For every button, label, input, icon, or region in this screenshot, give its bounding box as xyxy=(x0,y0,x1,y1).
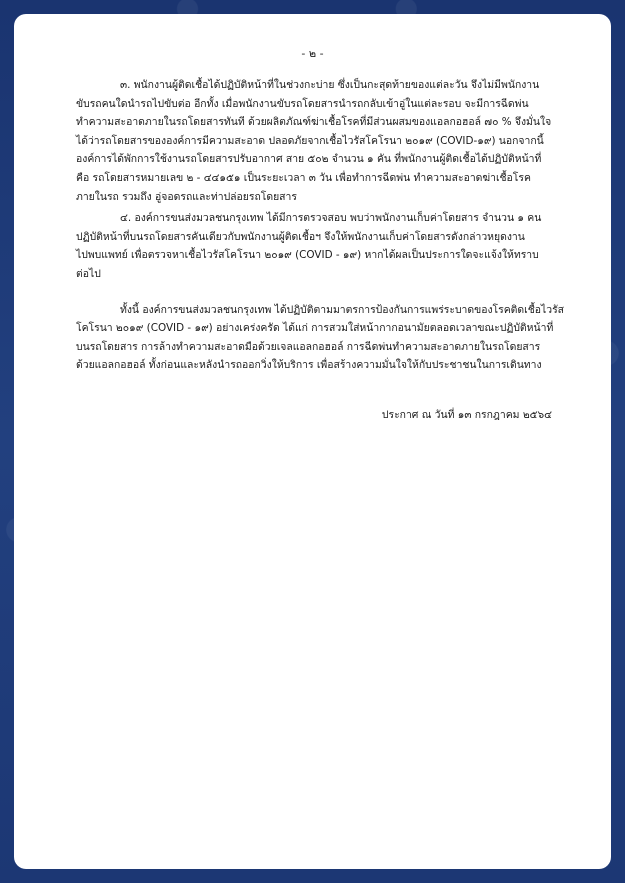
paragraph-line: บนรถโดยสาร การล้างทำความสะอาดมือด้วยเจลแอลกอฮอล์ การฉีดพ่นทำความสะอาดภายในรถโดยสาร xyxy=(76,340,541,353)
paragraph-line: ด้วยแอลกอฮอล์ ทั้งก่อนและหลังนำรถออกวิ่งให้บริการ เพื่อสร้างความมั่นใจให้กับประชาชนในการเดินทาง xyxy=(76,359,542,372)
paragraph-3 xyxy=(76,76,558,206)
paragraph-line: ต่อไป xyxy=(76,267,101,280)
paragraph-line: ได้ว่ารถโดยสารขององค์การมีความสะอาด ปลอดภัยจากเชื้อไวรัสโคโรนา ๒๐๑๙ (COVID-๑๙) นอกจากนี้ xyxy=(76,134,544,147)
paragraph-line: ภายในรถ รวมถึง อู่จอดรถและท่าปล่อยรถโดยสาร xyxy=(76,190,297,203)
paragraph-line: ปฏิบัติหน้าที่บนรถโดยสารคันเดียวกับพนักงานผู้ติดเชื้อฯ จึงให้พนักงานเก็บค่าโดยสารดังกล่าวหยุดงาน xyxy=(76,230,525,243)
paragraph-spacer xyxy=(76,378,558,392)
paragraph-line: องค์การได้พักการใช้งานรถโดยสารปรับอากาศ สาย ๕๐๒ จำนวน ๑ คัน ที่พนักงานผู้ติดเชื้อได้ปฏิบัติหน้าที่ xyxy=(76,153,542,166)
paragraph-line: ขับรถคนใดนำรถไปขับต่อ อีกทั้ง เมื่อพนักงานขับรถโดยสารนำรถกลับเข้าอู่ในแต่ละรอบ จะมีการฉีดพ่น xyxy=(76,97,529,110)
paragraph-line: ไปพบแพทย์ เพื่อตรวจหาเชื้อไวรัสโคโรนา ๒๐๑๙ (COVID - ๑๙) หากได้ผลเป็นประการใดจะแจ้งให้ทราบ xyxy=(76,249,539,262)
document-body xyxy=(76,76,564,425)
paragraph-spacer xyxy=(76,287,558,301)
page-number: - ๒ - xyxy=(301,47,324,60)
paragraph-line: ทั้งนี้ องค์การขนส่งมวลชนกรุงเทพ ได้ปฏิบัติตามมาตรการป้องกันการแพร่ระบาดของโรคติดเชื้อไวรัส xyxy=(120,303,564,316)
paragraph-summary xyxy=(76,301,564,375)
paragraph-line: ทำความสะอาดภายในรถโดยสารทันที ด้วยผลิตภัณฑ์ฆ่าเชื้อโรคที่มีส่วนผสมของแอลกอฮอล์ ๗๐ % จึงมั่นใจ xyxy=(76,116,552,129)
paragraph-line: ๔. องค์การขนส่งมวลชนกรุงเทพ ได้มีการตรวจสอบ พบว่าพนักงานเก็บค่าโดยสาร จำนวน ๑ คน xyxy=(120,212,542,225)
paragraph-4 xyxy=(76,209,558,283)
paragraph-line: คือ รถโดยสารหมายเลข ๒ - ๔๔๑๕๑ เป็นระยะเวลา ๓ วัน เพื่อทำการฉีดพ่น ทำความสะอาดฆ่าเชื้อโรค xyxy=(76,171,531,184)
document-page xyxy=(14,14,611,869)
paragraph-line: ๓. พนักงานผู้ติดเชื้อได้ปฏิบัติหน้าที่ในช่วงกะบ่าย ซึ่งเป็นกะสุดท้ายของแต่ละวัน จึงไม่มีพนักงาน xyxy=(120,79,540,91)
paragraph-line: โคโรนา ๒๐๑๙ (COVID - ๑๙) อย่างเคร่งครัด ได้แก่ การสวมใส่หน้ากากอนามัยตลอดเวลาขณะปฏิบัติหน้าที่ xyxy=(76,322,554,335)
announcement-date: ประกาศ ณ วันที่ ๑๓ กรกฎาคม ๒๕๖๔ xyxy=(381,408,552,421)
